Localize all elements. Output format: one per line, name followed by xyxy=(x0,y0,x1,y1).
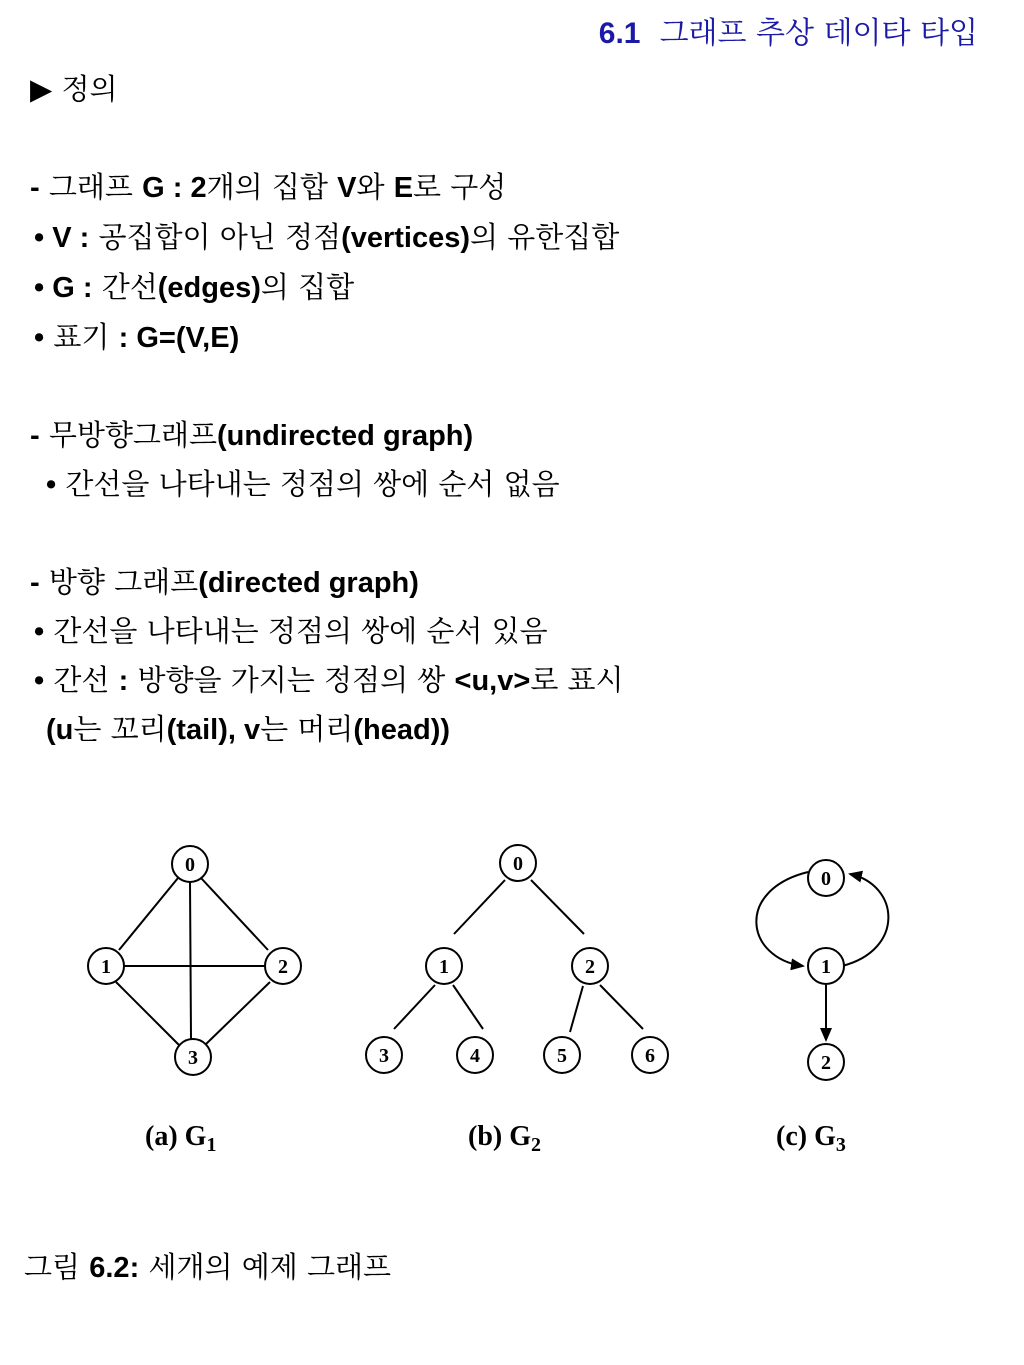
undirected-line-1: - 무방향그래프(undirected graph) xyxy=(30,418,474,452)
g1-caption: (a) $G_1$ xyxy=(145,1121,217,1156)
g1-node-0 xyxy=(172,846,208,882)
svg-text:0: 0 xyxy=(821,868,831,890)
svg-text:2: 2 xyxy=(278,956,288,978)
svg-text:1: 1 xyxy=(439,956,449,978)
svg-text:0: 0 xyxy=(185,854,195,876)
svg-text:2: 2 xyxy=(821,1052,831,1074)
svg-text:1: 1 xyxy=(101,956,111,978)
figure-caption: 그림 6.2: 세개의 예제 그래프 xyxy=(24,1250,392,1284)
g2-node-6 xyxy=(632,1037,668,1073)
directed-line-3: • 간선 : 방향을 가지는 정점의 쌍 <u,v>로 표시 xyxy=(34,663,624,697)
graph-def-line-1: - 그래프 G : 2개의 집합 V와 E로 구성 xyxy=(30,170,507,204)
section-number: 6.1 xyxy=(598,17,641,50)
g3-node-2 xyxy=(808,1044,844,1080)
section-title-text: 그래프 추상 데이타 타입 xyxy=(659,16,978,51)
g3-node-0 xyxy=(808,860,844,896)
triangle-marker-icon: ▶ xyxy=(30,72,53,106)
definition-label: 정의 xyxy=(61,72,118,106)
g2-node-3 xyxy=(366,1037,402,1073)
g2-node-0 xyxy=(500,845,536,881)
graph-def-line-2: • V : 공집합이 아닌 정점(vertices)의 유한집합 xyxy=(34,220,620,254)
svg-text:3: 3 xyxy=(379,1045,389,1067)
directed-line-2: • 간선을 나타내는 정점의 쌍에 순서 있음 xyxy=(34,614,548,648)
svg-text:0: 0 xyxy=(513,853,523,875)
g2-node-5 xyxy=(544,1037,580,1073)
graph-def-line-4: • 표기 : G=(V,E) xyxy=(34,320,240,354)
svg-text:6: 6 xyxy=(645,1045,655,1067)
svg-text:3: 3 xyxy=(188,1047,198,1069)
directed-line-1: - 방향 그래프(directed graph) xyxy=(30,565,419,599)
g2-node-2 xyxy=(572,948,608,984)
g1-edges xyxy=(116,878,270,1045)
g3-node-1 xyxy=(808,948,844,984)
g1-node-2 xyxy=(265,948,301,984)
directed-line-4: (u는 꼬리(tail), v는 머리(head)) xyxy=(46,712,451,746)
g1-node-3 xyxy=(175,1039,211,1075)
g2-node-1 xyxy=(426,948,462,984)
g2-node-4 xyxy=(457,1037,493,1073)
graph-def-line-3: • G : 간선(edges)의 집합 xyxy=(34,270,355,304)
svg-text:2: 2 xyxy=(585,956,595,978)
g3-caption: (c) $G_3$ xyxy=(776,1121,846,1156)
svg-text:5: 5 xyxy=(557,1045,567,1067)
g1-node-1 xyxy=(88,948,124,984)
undirected-line-2: • 간선을 나타내는 정점의 쌍에 순서 없음 xyxy=(46,467,560,501)
g2-caption: (b) $G_2$ xyxy=(468,1121,541,1156)
svg-text:1: 1 xyxy=(821,956,831,978)
svg-text:4: 4 xyxy=(470,1045,480,1067)
